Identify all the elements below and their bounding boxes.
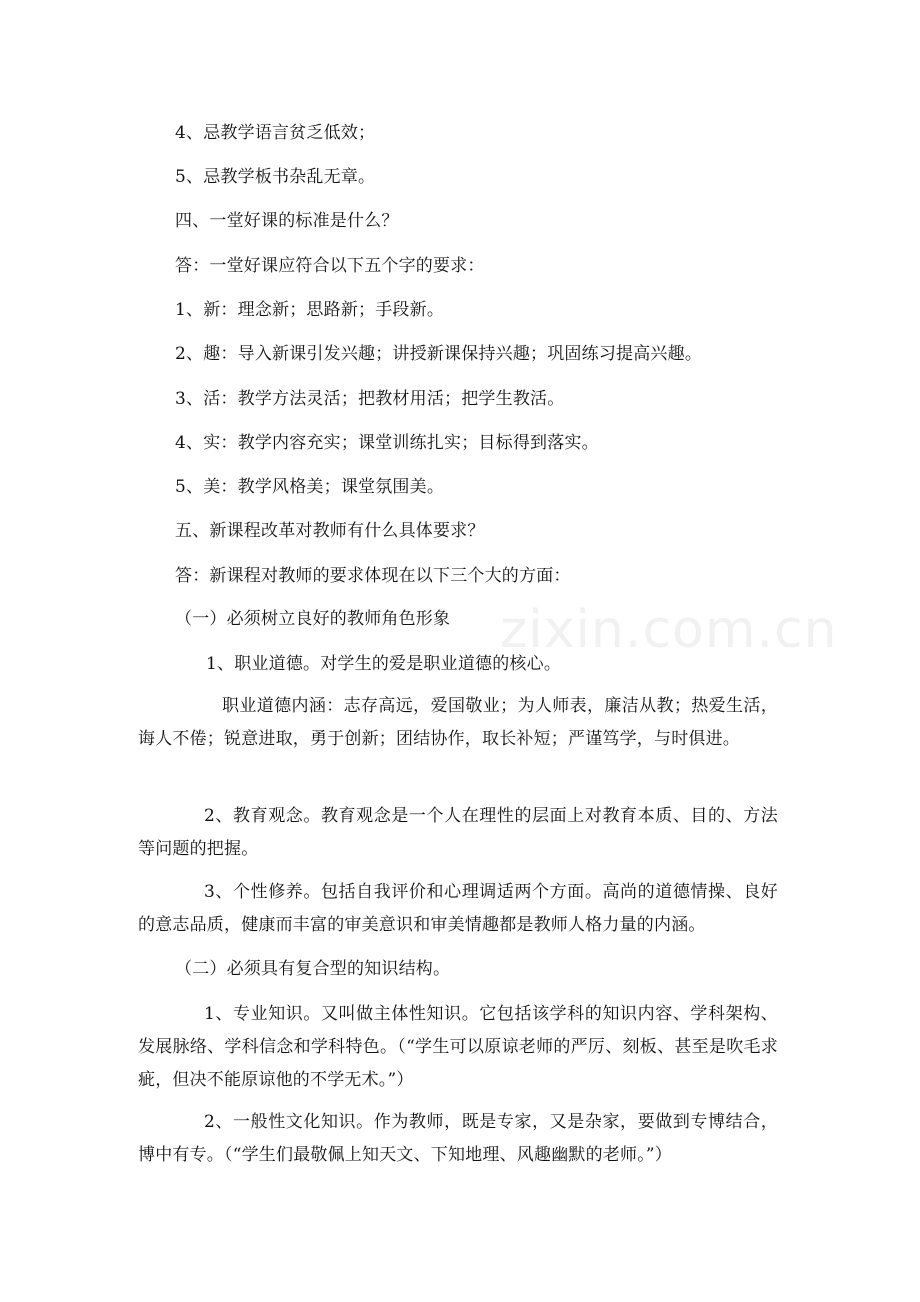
- list-item: 4、实：教学内容充实；课堂训练扎实；目标得到落实。: [175, 433, 599, 453]
- list-item: 5、美：教学风格美；课堂氛围美。: [175, 477, 445, 497]
- answer-line: 答：新课程对教师的要求体现在以下三个大的方面：: [175, 566, 571, 586]
- paragraph-general-knowledge: 2、一般性文化知识。作为教师，既是专家，又是杂家，要做到专博结合，博中有专。（“学生们最敬佩上知天文、下知地理、风趣幽默的老师。”）: [138, 1112, 778, 1165]
- section-heading: 五、新课程改革对教师有什么具体要求？: [175, 521, 485, 541]
- paragraph-personal-cultivation: 3、个性修养。包括自我评价和心理调适两个方面。高尚的道德情操、良好的意志品质，健康而丰富的审美意识和审美情趣都是教师人格力量的内涵。: [138, 882, 778, 935]
- list-item: 4、忌教学语言贫乏低效；: [175, 123, 376, 143]
- section-heading: 四、一堂好课的标准是什么？: [175, 211, 399, 231]
- list-item: 3、活：教学方法灵活；把教材用活；把学生教活。: [175, 389, 565, 409]
- subsection-heading: （一）必须树立良好的教师角色形象: [175, 609, 451, 629]
- list-item: 2、趣：导入新课引发兴趣；讲授新课保持兴趣；巩固练习提高兴趣。: [175, 344, 703, 364]
- subsection-heading: （二）必须具有复合型的知识结构。: [175, 959, 451, 979]
- list-item: 5、忌教学板书杂乱无章。: [175, 167, 376, 187]
- list-item: 1、职业道德。对学生的爱是职业道德的核心。: [206, 654, 562, 674]
- answer-line: 答：一堂好课应符合以下五个字的要求：: [175, 256, 485, 276]
- paragraph-ethics: 职业道德内涵：志存高远，爱国敬业；为人师表，廉洁从教；热爱生活，诲人不倦；锐意进取，勇于创新；团结协作，取长补短；严谨笃学，与时俱进。: [138, 696, 778, 749]
- list-item: 1、新：理念新；思路新；手段新。: [175, 300, 445, 320]
- watermark: zixin.com.cn: [500, 600, 838, 660]
- paragraph-professional-knowledge: 1、专业知识。又叫做主体性知识。它包括该学科的知识内容、学科架构、发展脉络、学科信念和学科特色。（“学生可以原谅老师的严厉、刻板、甚至是吹毛求疵，但决不能原谅他的不学无术。”）: [138, 1004, 778, 1090]
- paragraph-education-concept: 2、教育观念。教育观念是一个人在理性的层面上对教育本质、目的、方法等问题的把握。: [138, 806, 778, 859]
